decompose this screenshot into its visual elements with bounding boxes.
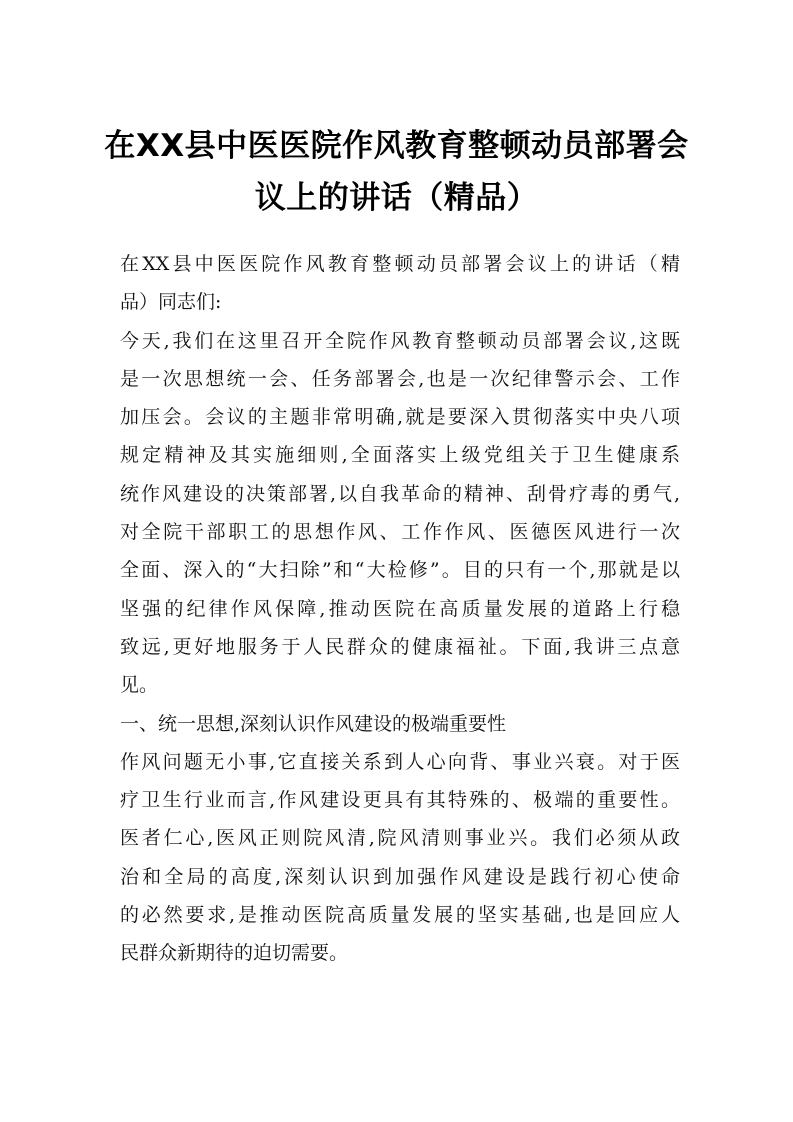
body-line: 今天,我们在这里召开全院作风教育整顿动员部署会议,这既 — [120, 329, 680, 352]
body-line: 规定精神及其实施细则,全面落实上级党组关于卫生健康系 — [120, 444, 680, 467]
body-line: 加压会。会议的主题非常明确,就是要深入贯彻落实中央八项 — [120, 406, 680, 429]
body-line: 治和全局的高度,深刻认识到加强作风建设是践行初心使命 — [120, 865, 680, 888]
body-line: 致远,更好地服务于人民群众的健康福祉。下面,我讲三点意 — [120, 635, 680, 658]
body-line: 的必然要求,是推动医院高质量发展的坚实基础,也是回应人 — [120, 904, 680, 927]
body-line: 作风问题无小事,它直接关系到人心向背、事业兴衰。对于医 — [120, 750, 680, 773]
section-heading: 一、统一思想,深刻认识作风建设的极端重要性 — [120, 712, 507, 735]
body-line: 对全院干部职工的思想作风、工作作风、医德医风进行一次 — [120, 521, 680, 544]
body-line: 全面、深入的“大扫除”和“大检修”。目的只有一个,那就是以 — [120, 559, 680, 582]
body-line: 民群众新期待的迫切需要。 — [120, 942, 349, 965]
body-line: 见。 — [120, 674, 159, 697]
document-title-line-1: 在XX县中医医院作风教育整顿动员部署会 — [104, 128, 689, 164]
document-title-line-2: 议上的讲话（精品） — [254, 180, 539, 216]
body-line: 品）同志们: — [120, 291, 222, 314]
body-line: 是一次思想统一会、任务部署会,也是一次纪律警示会、工作 — [120, 367, 680, 390]
body-line: 在XX县中医医院作风教育整顿动员部署会议上的讲话（精 — [120, 253, 680, 275]
body-line: 坚强的纪律作风保障,推动医院在高质量发展的道路上行稳 — [120, 597, 680, 620]
document-body — [120, 245, 680, 973]
body-line: 统作风建设的决策部署,以自我革命的精神、刮骨疗毒的勇气, — [120, 482, 680, 505]
body-line: 疗卫生行业而言,作风建设更具有其特殊的、极端的重要性。 — [120, 789, 680, 812]
body-line: 医者仁心,医风正则院风清,院风清则事业兴。我们必须从政 — [120, 827, 680, 850]
